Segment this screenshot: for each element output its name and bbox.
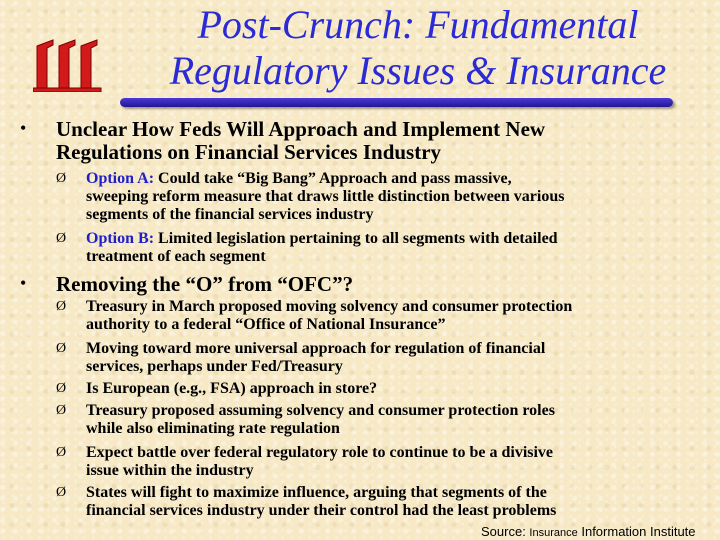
sub-item-1-line-2: authority to a federal “Office of National Insurance” — [86, 316, 446, 333]
sub-item-3-line-1: Is European (e.g., FSA) approach in store? — [86, 380, 378, 397]
sub-item-1-line-1: Treasury in March proposed moving solvency and consumer protection — [86, 298, 573, 315]
bullet-1-text — [56, 118, 706, 164]
option-a-line-2: sweeping reform measure that draws little distinction between various — [86, 188, 565, 205]
title-underline — [120, 98, 673, 107]
arrow-bullet-icon: Ø — [56, 381, 67, 396]
sub-item-2-line-1: Moving toward more universal approach for regulation of financial — [86, 340, 546, 357]
option-b-line-2: treatment of each segment — [86, 248, 266, 265]
arrow-bullet-icon: Ø — [56, 341, 67, 356]
sub-item-4-line-2: while also eliminating rate regulation — [86, 420, 340, 437]
iii-logo-icon — [33, 36, 105, 92]
title-line-2: Regulatory Issues & Insurance — [169, 48, 667, 93]
source-rest: Information Institute — [577, 524, 696, 539]
bullet-marker: • — [20, 273, 27, 293]
bullet-1-line-1: Unclear How Feds Will Approach and Implement New — [56, 117, 546, 141]
option-a-line-3: segments of the financial services industry — [86, 206, 374, 223]
sub-item-5-line-2: issue within the industry — [86, 462, 254, 479]
option-b-label: Option B: — [86, 230, 155, 247]
arrow-bullet-icon: Ø — [56, 299, 67, 314]
title-line-1: Post-Crunch: Fundamental — [197, 2, 639, 47]
sub-item-5-line-1: Expect battle over federal regulatory role to continue to be a divisive — [86, 444, 554, 461]
option-a-label: Option A: — [86, 170, 155, 187]
source-prefix: Source: — [481, 524, 530, 539]
option-a-line-1: Could take “Big Bang” Approach and pass massive, — [154, 170, 512, 187]
arrow-bullet-icon: Ø — [56, 445, 67, 460]
arrow-bullet-icon: Ø — [56, 485, 67, 500]
arrow-bullet-icon: Ø — [56, 403, 67, 418]
bullet-2-text — [56, 273, 706, 296]
bullet-marker: • — [20, 118, 27, 138]
arrow-bullet-icon: Ø — [56, 231, 67, 246]
sub-item-2-line-2: services, perhaps under Fed/Treasury — [86, 358, 343, 375]
source-small: Insurance — [529, 527, 578, 539]
bullet-2-line-1: Removing the “O” from “OFC”? — [56, 272, 354, 296]
source-footnote — [481, 524, 696, 539]
arrow-bullet-icon: Ø — [56, 171, 67, 186]
page-title — [120, 2, 716, 94]
sub-item-6-line-2: financial services industry under their control had the least problems — [86, 502, 557, 519]
bullet-1-line-2: Regulations on Financial Services Industry — [56, 140, 442, 164]
sub-item-6-line-1: States will fight to maximize influence, arguing that segments of the — [86, 484, 547, 501]
option-b-line-1: Limited legislation pertaining to all segments with detailed — [154, 230, 558, 247]
sub-item-4-line-1: Treasury proposed assuming solvency and consumer protection roles — [86, 402, 555, 419]
